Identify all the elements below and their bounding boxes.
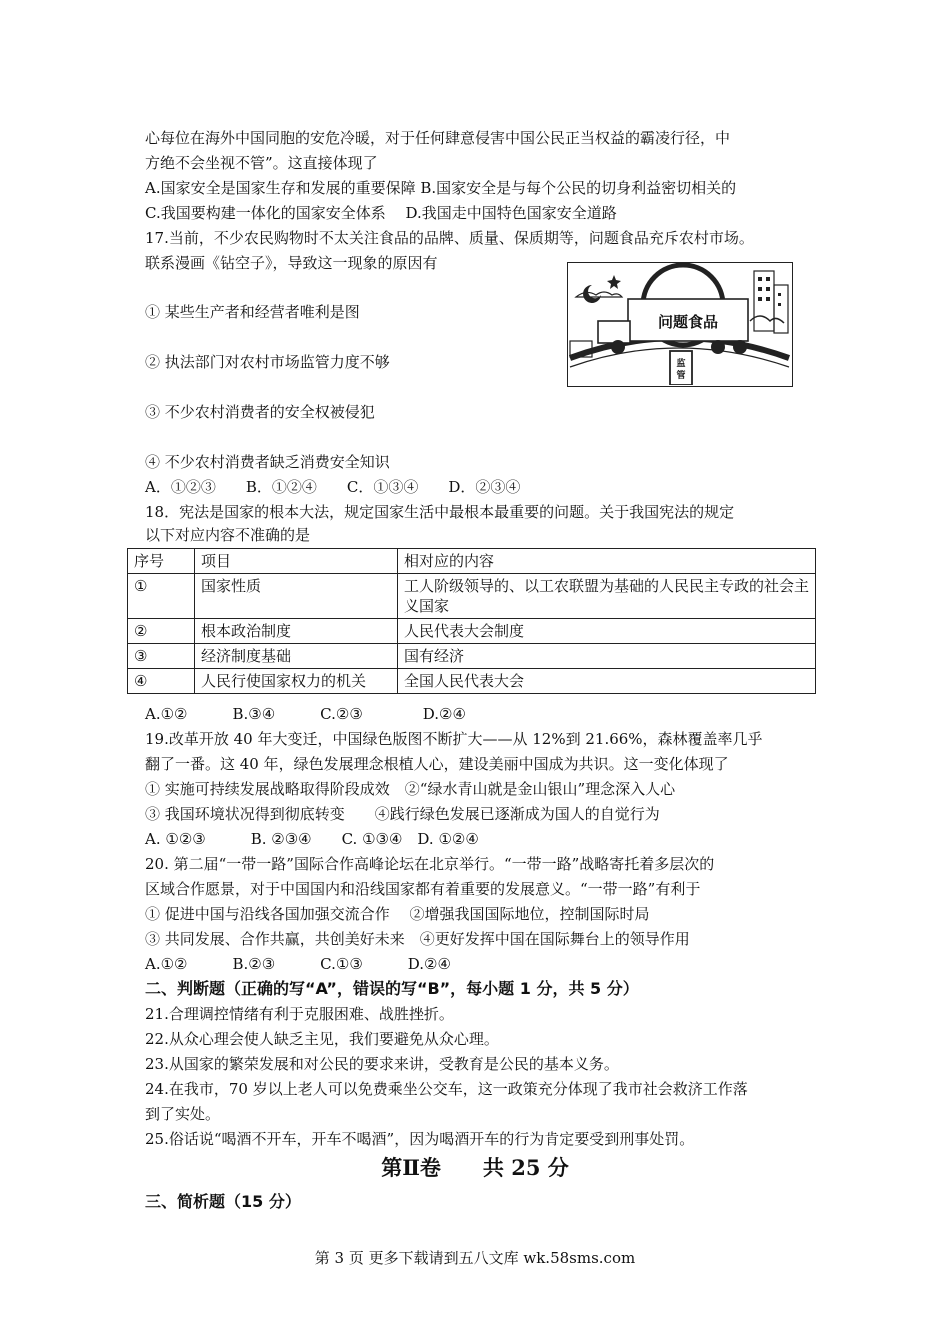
comic-sign-text: 问题食品 [657,313,719,331]
table-row [128,619,816,644]
q19-choice: ③ 我国环境状况得到彻底转变 ④践行绿色发展已逐渐成为国人的自觉行为 [145,805,660,823]
q17-answers: A．①②③ B．①②④ C．①③④ D．②③④ [145,478,521,496]
constitution-table [127,548,816,694]
table-cell: ① [128,574,195,619]
q17-stem: 联系漫画《钻空子》，导致这一现象的原因有 [145,254,438,272]
table-row [128,574,816,619]
q19-stem: 19.改革开放 40 年大变迁，中国绿色版图不断扩大——从 12%到 21.66%，森林覆盖率几乎 [145,730,763,748]
q19-choice: ① 实施可持续发展战略取得阶段成效 ②“绿水青山就是金山银山”理念深入人心 [145,780,676,798]
text-line: 心每位在海外中国同胞的安危冷暖，对于任何肆意侵害中国公民正当权益的霸凌行径，中 [145,129,731,147]
section-heading: 三、简析题（15 分） [145,1192,301,1211]
judge-item: 21.合理调控情绪有利于克服困难、战胜挫折。 [145,1005,454,1023]
table-header-row [128,549,816,574]
table-cell: 根本政治制度 [195,619,398,644]
q17-stem: 17.当前，不少农民购物时不太关注食品的品牌、质量、保质期等，问题食品充斥农村市场。 [145,229,754,247]
judge-item: 22.从众心理会使人缺乏主见，我们要避免从众心理。 [145,1030,499,1048]
table-cell: 国家性质 [195,574,398,619]
table-header-cell: 项目 [195,549,398,574]
judge-item: 23.从国家的繁荣发展和对公民的要求来讲，受教育是公民的基本义务。 [145,1055,619,1073]
q20-stem: 20. 第二届“一带一路”国际合作高峰论坛在北京举行。“一带一路”战略寄托着多层次的 [145,855,715,873]
q17-choice: ④ 不少农村消费者缺乏消费安全知识 [145,453,390,471]
q20-answers: A.①② B.②③ C.①③ D.②④ [145,955,451,973]
table-cell: 人民代表大会制度 [398,619,816,644]
q16-option-ab: A.国家安全是国家生存和发展的重要保障 B.国家安全是与每个公民的切身利益密切相关的 [145,179,737,197]
svg-text:管: 管 [676,371,686,381]
text-line: 方绝不会坐视不管”。这直接体现了 [145,154,378,172]
svg-text:监: 监 [676,359,686,369]
q20-stem: 区域合作愿景，对于中国国内和沿线国家都有着重要的发展意义。“一带一路”有利于 [145,880,701,898]
q16-option-cd: C.我国要构建一体化的国家安全体系 D.我国走中国特色国家安全道路 [145,204,617,222]
q17-choice: ① 某些生产者和经营者唯利是图 [145,303,360,321]
volume-title: 第Ⅱ卷 共 25 分 [381,1155,569,1180]
table-header-cell: 序号 [128,549,195,574]
table-cell: 人民行使国家权力的机关 [195,669,398,694]
comic-image [567,262,793,387]
table-row [128,644,816,669]
q19-stem: 翻了一番。这 40 年，绿色发展理念根植人心，建设美丽中国成为共识。这一变化体现了 [145,755,729,773]
table-header-cell: 相对应的内容 [398,549,816,574]
q18-stem: 以下对应内容不准确的是 [145,526,311,544]
table-cell: ② [128,619,195,644]
table-cell: ④ [128,669,195,694]
q20-choice: ③ 共同发展、合作共赢，共创美好未来 ④更好发挥中国在国际舞台上的领导作用 [145,930,690,948]
q18-answers: A.①② B.③④ C.②③ D.②④ [145,705,466,723]
judge-item: 24.在我市，70 岁以上老人可以免费乘坐公交车，这一政策充分体现了我市社会救济工作落 [145,1080,748,1098]
section-heading: 二、判断题（正确的写“A”，错误的写“B”，每小题 1 分，共 5 分） [145,979,639,998]
judge-item: 25.俗话说“喝酒不开车，开车不喝酒”，因为喝酒开车的行为肯定要受到刑事处罚。 [145,1130,695,1148]
table-cell: ③ [128,644,195,669]
q17-choice: ② 执法部门对农村市场监管力度不够 [145,353,390,371]
table-cell: 工人阶级领导的、以工农联盟为基础的人民民主专政的社会主义国家 [398,574,816,619]
q19-answers: A. ①②③ B. ②③④ C. ①③④ D. ①②④ [145,830,479,848]
table-cell: 国有经济 [398,644,816,669]
q18-stem: 18．宪法是国家的根本大法，规定国家生活中最根本最重要的问题。关于我国宪法的规定 [145,503,735,521]
judge-item: 到了实处。 [145,1105,221,1123]
table-cell: 经济制度基础 [195,644,398,669]
table-row [128,669,816,694]
table-cell: 全国人民代表大会 [398,669,816,694]
q17-choice: ③ 不少农村消费者的安全权被侵犯 [145,403,375,421]
page-footer: 第 3 页 更多下载请到五八文库 wk.58sms.com [314,1249,636,1267]
q20-choice: ① 促进中国与沿线各国加强交流合作 ②增强我国国际地位，控制国际时局 [145,905,650,923]
